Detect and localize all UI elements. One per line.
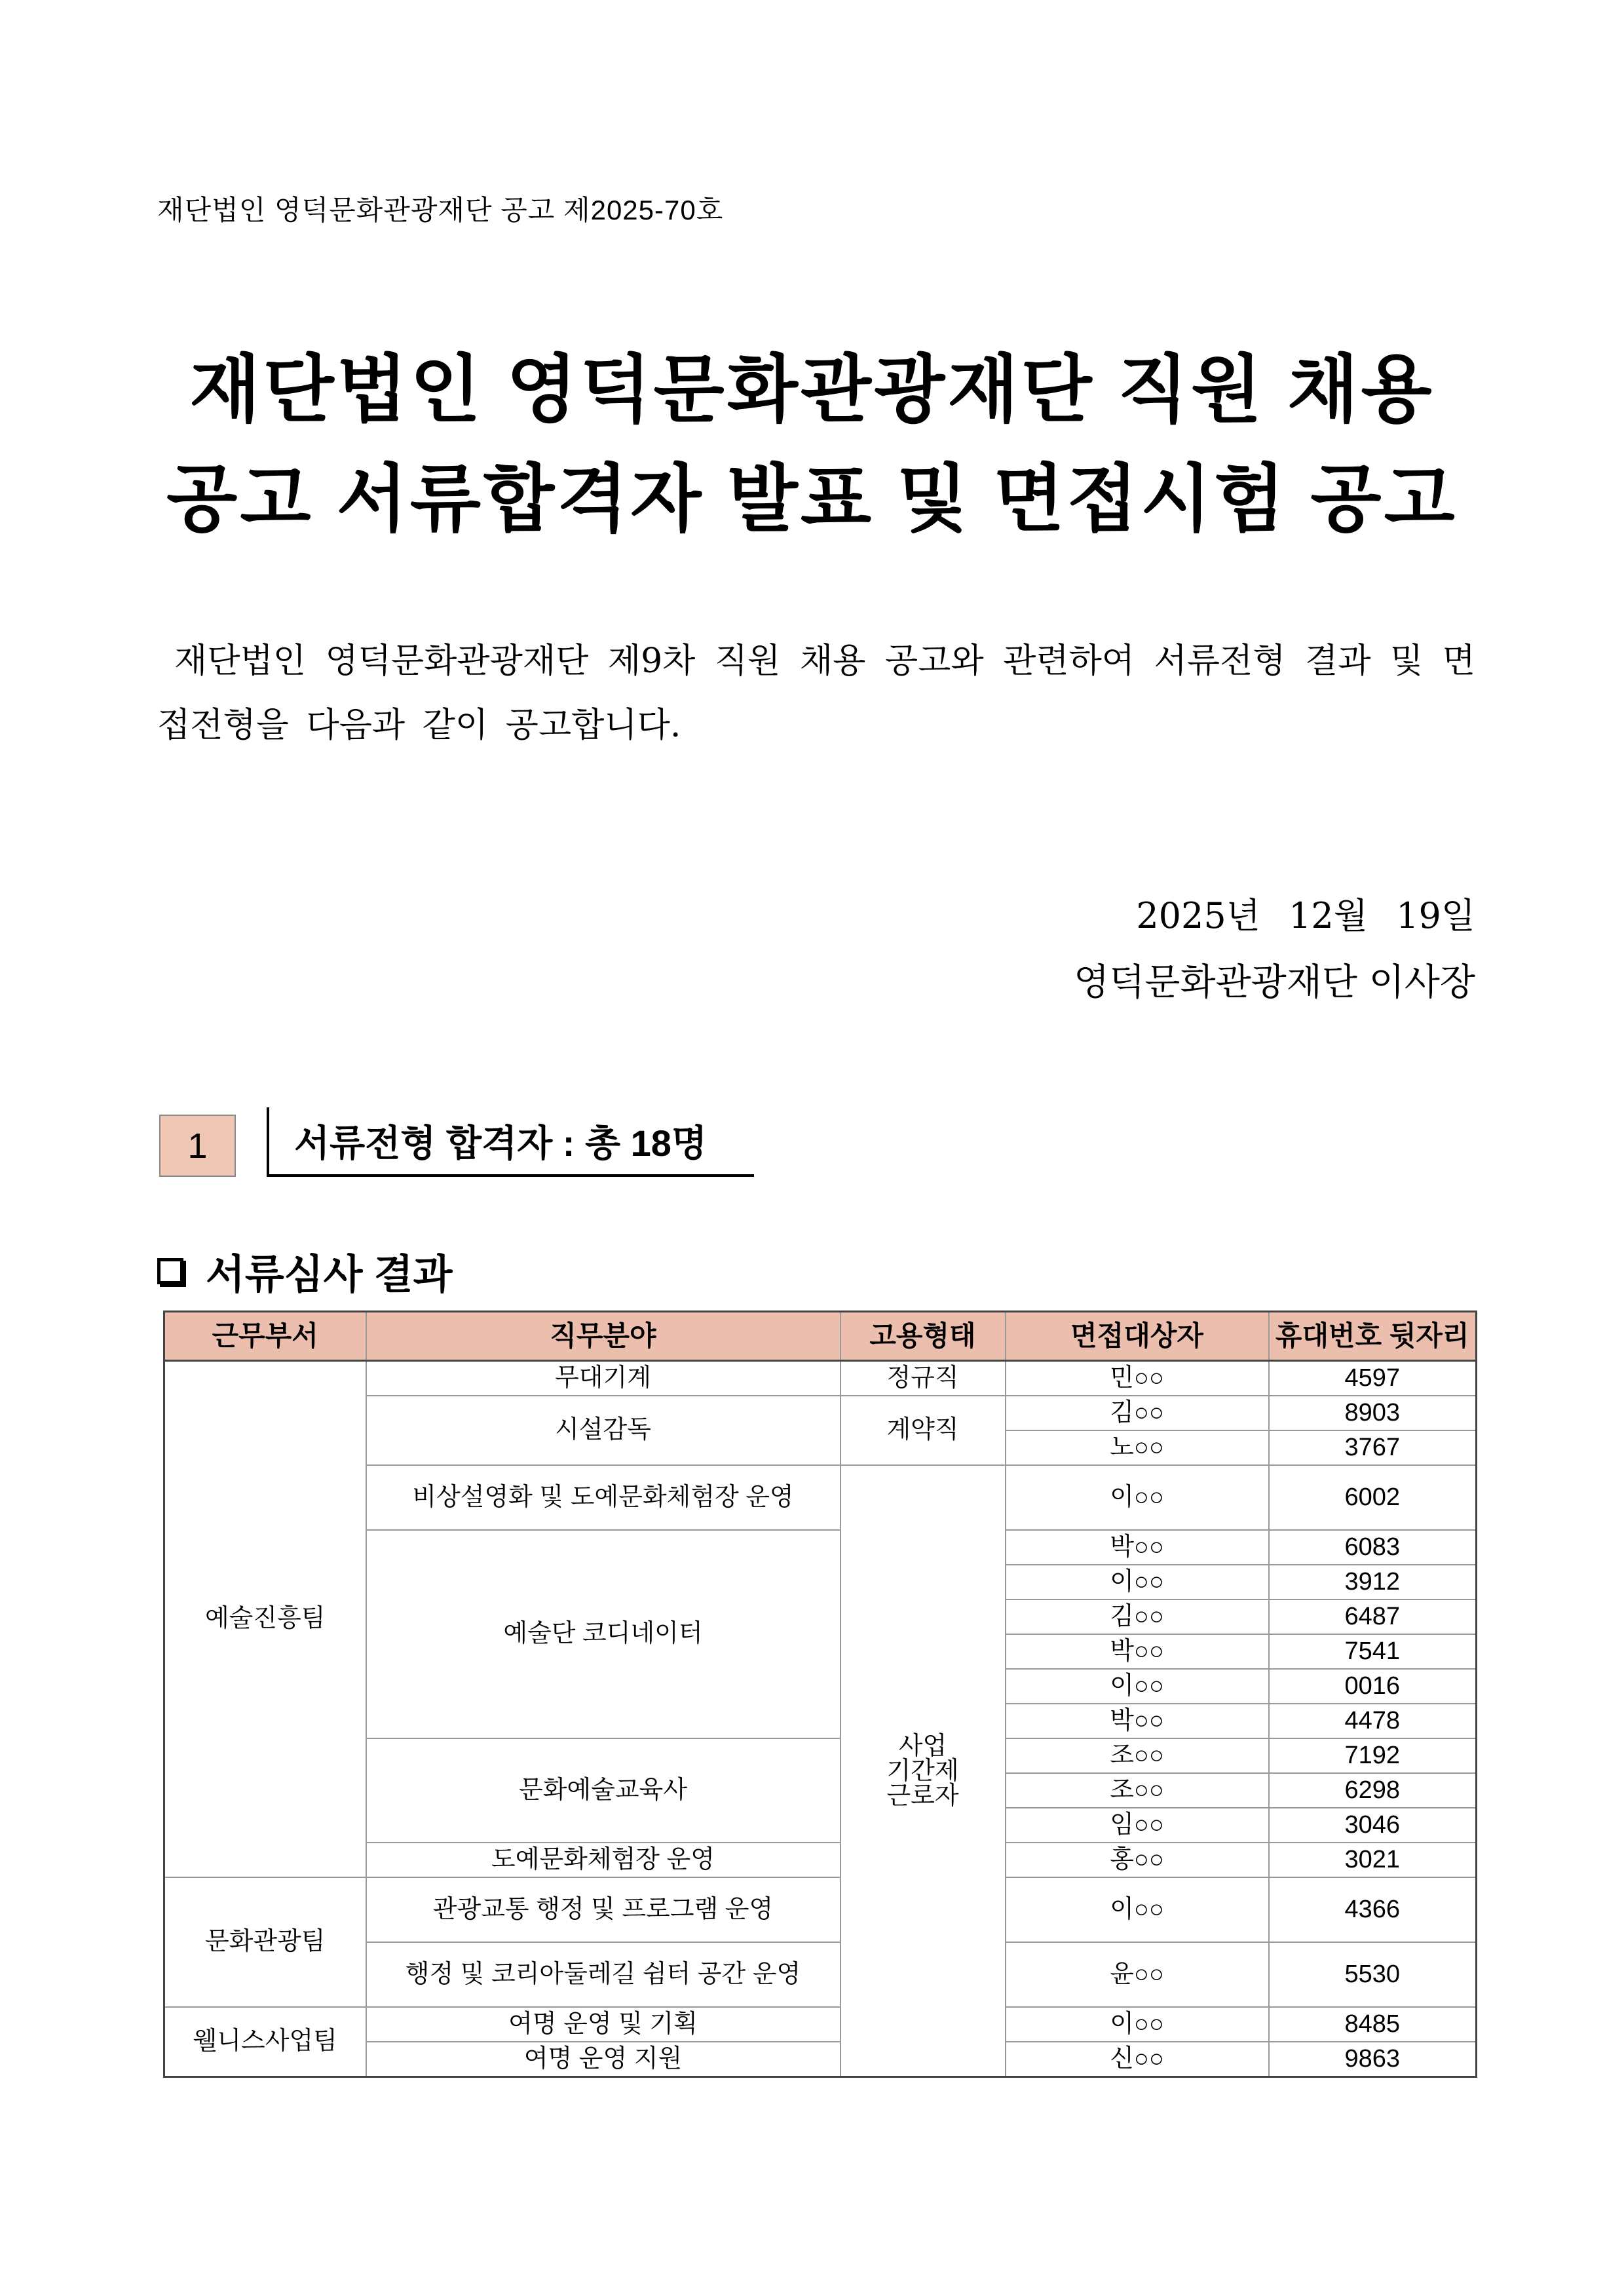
phone-cell: 0016	[1269, 1669, 1477, 1704]
results-table	[163, 1311, 1477, 2078]
field-cell: 도예문화체험장 운영	[366, 1843, 840, 1877]
header-candidate: 면접대상자	[1006, 1312, 1269, 1361]
candidate-cell: 박○○	[1006, 1704, 1269, 1738]
phone-cell: 3767	[1269, 1430, 1477, 1465]
subsection-title: 서류심사 결과	[206, 1252, 453, 1297]
section-number-box	[159, 1115, 236, 1177]
candidate-cell: 조○○	[1006, 1738, 1269, 1773]
phone-cell: 4478	[1269, 1704, 1477, 1738]
header-department: 근무부서	[164, 1312, 366, 1361]
field-cell: 비상설영화 및 도예문화체험장 운영	[366, 1465, 840, 1530]
section-heading: 서류전형 합격자 : 총 18명	[267, 1107, 754, 1177]
candidate-cell: 윤○○	[1006, 1942, 1269, 2007]
candidate-cell: 이○○	[1006, 1669, 1269, 1704]
employment-type-cell: 계약직	[840, 1396, 1006, 1465]
phone-cell: 3021	[1269, 1843, 1477, 1877]
field-cell: 문화예술교육사	[366, 1738, 840, 1843]
candidate-cell: 김○○	[1006, 1396, 1269, 1430]
page-title-line-1: 재단법인 영덕문화관광재단 직원 채용	[189, 349, 1435, 430]
phone-cell: 3046	[1269, 1808, 1477, 1843]
employment-type-cell: 사업 기간제 근로자	[840, 1465, 1006, 2077]
phone-cell: 8903	[1269, 1396, 1477, 1430]
subsection-heading	[157, 1242, 453, 1300]
department-cell: 문화관광팀	[164, 1877, 366, 2007]
header-employment-type: 고용형태	[840, 1312, 1006, 1361]
field-cell: 예술단 코디네이터	[366, 1530, 840, 1738]
department-cell: 웰니스사업팀	[164, 2007, 366, 2077]
table-header-row	[164, 1312, 1477, 1361]
phone-cell: 6083	[1269, 1530, 1477, 1565]
notice-number: 재단법인 영덕문화관광재단 공고 제2025-70호	[157, 195, 724, 225]
employment-type-cell: 정규직	[840, 1361, 1006, 1396]
department-cell: 예술진흥팀	[164, 1361, 366, 1878]
candidate-cell: 노○○	[1006, 1430, 1269, 1465]
phone-cell: 9863	[1269, 2042, 1477, 2077]
table-row	[164, 1877, 1477, 1942]
section-number: 1	[187, 1126, 208, 1166]
phone-cell: 8485	[1269, 2007, 1477, 2042]
candidate-cell: 이○○	[1006, 1565, 1269, 1599]
field-cell: 관광교통 행정 및 프로그램 운영	[366, 1877, 840, 1942]
field-cell: 여명 운영 및 기획	[366, 2007, 840, 2042]
candidate-cell: 이○○	[1006, 1877, 1269, 1942]
notice-date: 2025년 12월 19일	[1136, 895, 1475, 936]
phone-cell: 4366	[1269, 1877, 1477, 1942]
header-field: 직무분야	[366, 1312, 840, 1361]
field-cell: 무대기계	[366, 1361, 840, 1396]
page-title-line-2: 공고 서류합격자 발표 및 면접시험 공고	[166, 458, 1458, 540]
phone-cell: 7192	[1269, 1738, 1477, 1773]
intro-paragraph: 재단법인 영덕문화관광재단 제9차 직원 채용 공고와 관련하여 서류전형 결과 및 면접전형을 다음과 같이 공고합니다.	[157, 641, 1475, 745]
candidate-cell: 김○○	[1006, 1599, 1269, 1634]
table-row	[164, 2007, 1477, 2042]
candidate-cell: 민○○	[1006, 1361, 1269, 1396]
phone-cell: 3912	[1269, 1565, 1477, 1599]
checkbox-bullet-icon	[157, 1258, 183, 1284]
field-cell: 시설감독	[366, 1396, 840, 1465]
candidate-cell: 홍○○	[1006, 1843, 1269, 1877]
header-phone: 휴대번호 뒷자리	[1269, 1312, 1477, 1361]
issuer: 영덕문화관광재단 이사장	[1074, 961, 1475, 1004]
phone-cell: 7541	[1269, 1634, 1477, 1669]
candidate-cell: 이○○	[1006, 2007, 1269, 2042]
field-cell: 여명 운영 지원	[366, 2042, 840, 2077]
candidate-cell: 조○○	[1006, 1773, 1269, 1808]
candidate-cell: 이○○	[1006, 1465, 1269, 1530]
candidate-cell: 임○○	[1006, 1808, 1269, 1843]
phone-cell: 6002	[1269, 1465, 1477, 1530]
field-cell: 행정 및 코리아둘레길 쉼터 공간 운영	[366, 1942, 840, 2007]
phone-cell: 4597	[1269, 1361, 1477, 1396]
candidate-cell: 박○○	[1006, 1530, 1269, 1565]
table-row	[164, 1361, 1477, 1396]
phone-cell: 5530	[1269, 1942, 1477, 2007]
phone-cell: 6487	[1269, 1599, 1477, 1634]
candidate-cell: 박○○	[1006, 1634, 1269, 1669]
phone-cell: 6298	[1269, 1773, 1477, 1808]
candidate-cell: 신○○	[1006, 2042, 1269, 2077]
